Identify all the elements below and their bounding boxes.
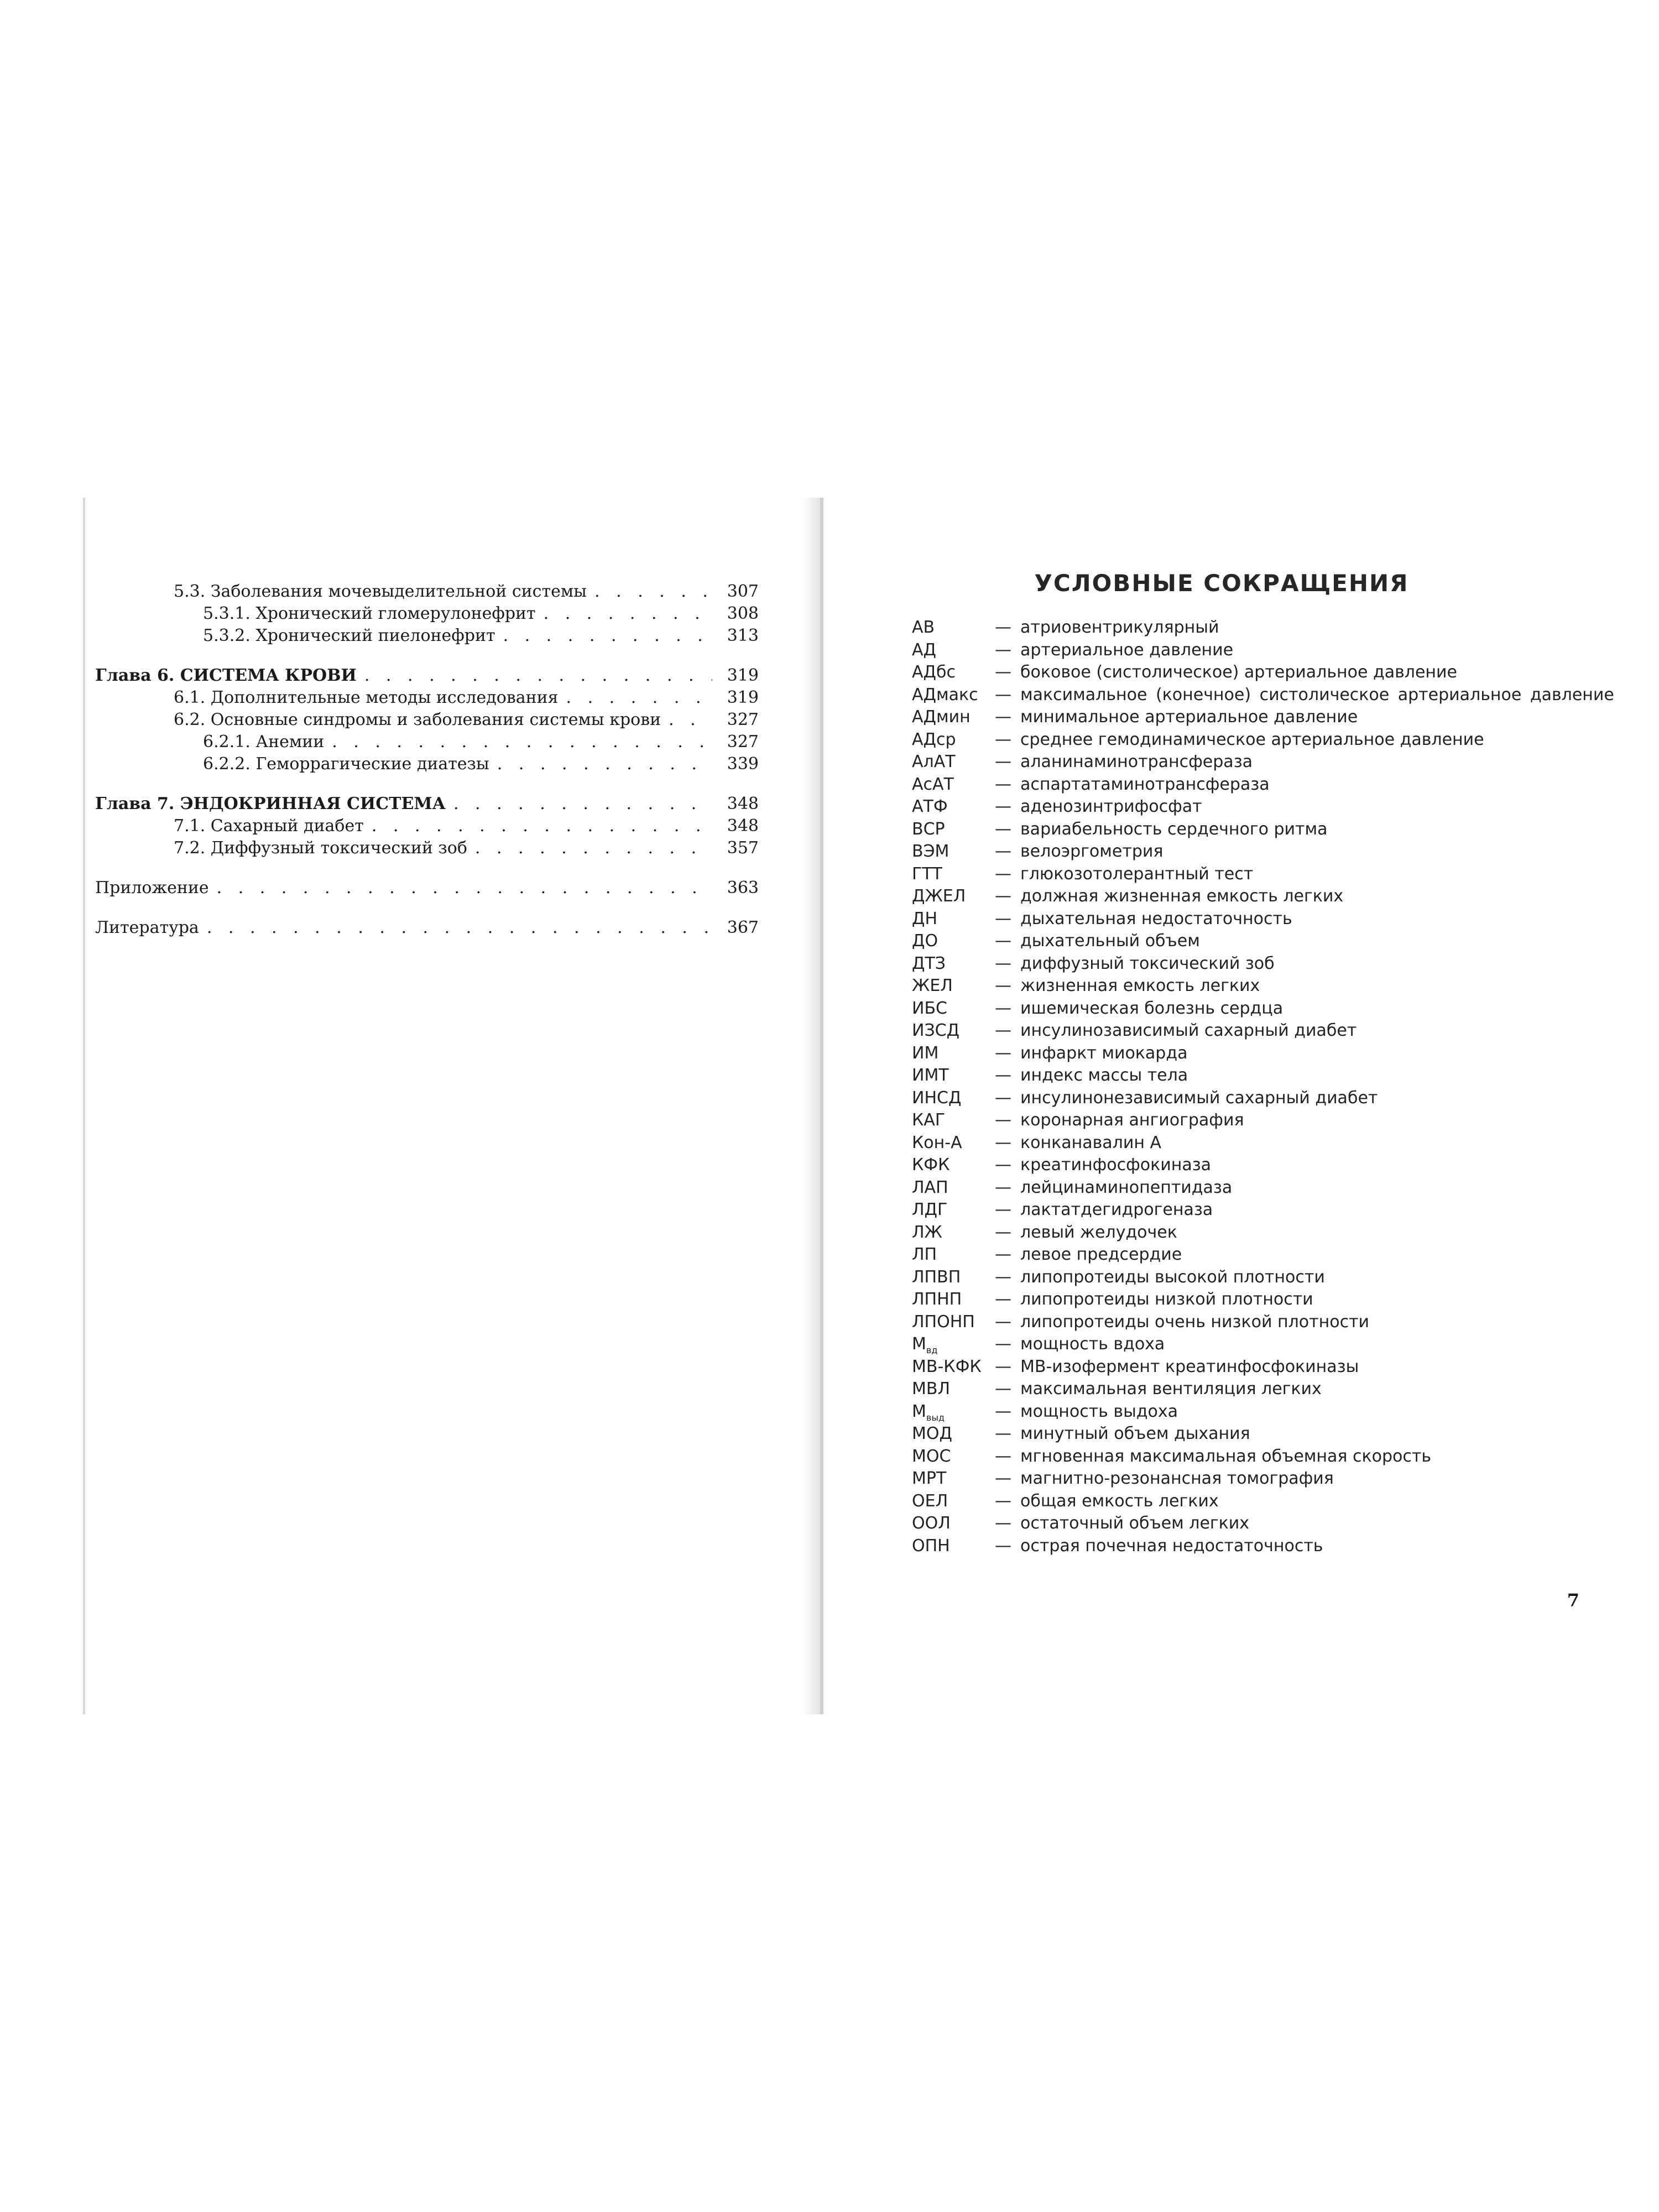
abbreviation-term: ВЭМ [912, 842, 950, 861]
abbreviation-term: ИБС [912, 998, 947, 1018]
abbreviation-definition: ишемическая болезнь сердца [1020, 998, 1284, 1018]
toc-leader-dots [566, 687, 712, 709]
abbreviation-dash: — [995, 1379, 1011, 1399]
abbreviation-dash: — [995, 1334, 1011, 1354]
toc-entry-title: Приложение [95, 878, 209, 898]
abbreviation-row [912, 1356, 1609, 1379]
toc-entry-title: 6.1. Дополнительные методы исследования [174, 688, 559, 707]
abbreviation-row [912, 1177, 1609, 1199]
abbreviation-definition: липопротеиды низкой плотности [1020, 1290, 1313, 1309]
toc-entry [95, 665, 759, 687]
toc-entry [95, 815, 759, 837]
abbreviation-dash: — [995, 1088, 1011, 1108]
book-gutter [802, 498, 820, 1714]
abbreviation-term: ИМ [912, 1043, 939, 1063]
abbreviation-term: КФК [912, 1155, 950, 1175]
abbreviation-row [912, 1266, 1609, 1289]
abbreviation-definition: артериальное давление [1020, 640, 1234, 660]
toc-entry [95, 917, 759, 939]
toc-entry-page: 357 [727, 838, 759, 858]
abbreviation-definition: жизненная емкость легких [1020, 976, 1260, 995]
toc-entry-title: 7.2. Диффузный токсический зоб [174, 838, 467, 858]
toc-leader-dots [372, 815, 712, 837]
abbreviation-definition: диффузный токсический зоб [1020, 953, 1275, 973]
abbreviation-term: ЛПВП [912, 1267, 961, 1287]
abbreviation-definition: аланинаминотрансфераза [1020, 752, 1253, 771]
abbreviation-definition: остаточный объем легких [1020, 1514, 1250, 1533]
abbreviation-dash: — [995, 886, 1011, 906]
abbreviation-row [912, 908, 1609, 931]
abbreviation-term: ДЖЕЛ [912, 886, 966, 906]
abbreviation-definition: атриовентрикулярный [1020, 618, 1219, 637]
abbreviation-row [912, 661, 1609, 684]
abbreviation-term: АДср [912, 729, 956, 749]
abbreviation-dash: — [995, 752, 1011, 771]
abbreviation-term: МОС [912, 1446, 951, 1466]
abbreviation-row [912, 1288, 1609, 1311]
abbreviation-row [912, 1199, 1609, 1222]
page-number: 7 [1567, 1590, 1579, 1611]
abbreviation-term: АВ [912, 618, 935, 637]
right-page [820, 498, 1659, 1714]
abbreviation-definition: велоэргометрия [1020, 842, 1164, 861]
toc-entry-page: 339 [727, 754, 759, 774]
abbreviation-row [912, 885, 1609, 908]
abbreviation-row [912, 1535, 1609, 1558]
abbreviation-dash: — [995, 640, 1011, 660]
abbreviation-definition: аденозинтрифосфат [1020, 797, 1202, 816]
abbreviation-term: АТФ [912, 797, 948, 816]
abbreviation-row [912, 751, 1609, 774]
abbreviation-term: ЖЕЛ [912, 976, 953, 995]
abbreviation-definition: мощность вдоха [1020, 1334, 1165, 1354]
abbreviation-term: ЛАП [912, 1177, 948, 1197]
abbreviation-definition: максимальная вентиляция легких [1020, 1379, 1322, 1399]
toc-entry [95, 581, 759, 603]
abbreviation-dash: — [995, 729, 1011, 749]
abbreviation-definition: лейцинаминопептидаза [1020, 1177, 1233, 1197]
toc-entry-page: 313 [727, 626, 759, 645]
abbreviation-row [912, 1446, 1609, 1468]
abbreviation-definition: должная жизненная емкость легких [1020, 886, 1344, 906]
left-page [83, 498, 804, 1714]
abbreviation-dash: — [995, 797, 1011, 816]
abbreviation-row [912, 1468, 1609, 1490]
abbreviations-title: УСЛОВНЫЕ СОКРАЩЕНИЯ [1034, 570, 1409, 597]
abbreviation-dash: — [995, 774, 1011, 794]
abbreviation-definition: инсулинозависимый сахарный диабет [1020, 1021, 1357, 1040]
toc-entry-title: 5.3.1. Хронический гломерулонефрит [203, 604, 536, 623]
abbreviation-dash: — [995, 909, 1011, 928]
abbreviation-definition: мгновенная максимальная объемная скорость [1020, 1446, 1432, 1466]
toc-entry-title: Литература [95, 918, 199, 937]
abbreviation-dash: — [995, 1491, 1011, 1511]
abbreviation-dash: — [995, 864, 1011, 884]
abbreviation-dash: — [995, 1536, 1011, 1556]
abbreviation-dash: — [995, 662, 1011, 682]
abbreviation-row [912, 863, 1609, 886]
abbreviation-row [912, 1065, 1609, 1087]
toc-entry-title: 5.3. Заболевания мочевыделительной системы [174, 582, 587, 601]
abbreviation-row [912, 1222, 1609, 1244]
abbreviation-term: МВЛ [912, 1379, 951, 1399]
toc-entry-title: 6.2.2. Геморрагические диатезы [203, 754, 489, 774]
toc-leader-dots [594, 581, 712, 603]
abbreviation-term: ЛПОНП [912, 1312, 975, 1332]
abbreviation-definition: боковое (систолическое) артериальное давление [1020, 662, 1458, 682]
toc-entry-title: Глава 7. ЭНДОКРИННАЯ СИСТЕМА [95, 794, 446, 813]
abbreviation-dash: — [995, 842, 1011, 861]
toc-entry [95, 877, 759, 899]
abbreviation-term: МОД [912, 1424, 952, 1443]
abbreviation-row [912, 796, 1609, 818]
abbreviation-row [912, 706, 1609, 729]
abbreviation-term: КАГ [912, 1110, 946, 1130]
abbreviation-definition: липопротеиды высокой плотности [1020, 1267, 1325, 1287]
toc-entry-page: 319 [727, 688, 759, 707]
toc-entry-page: 348 [727, 816, 759, 836]
abbreviation-row [912, 1401, 1609, 1423]
toc-entry [95, 709, 759, 731]
toc-entry-page: 319 [727, 666, 759, 685]
abbreviation-definition: конканавалин А [1020, 1133, 1161, 1152]
abbreviation-dash: — [995, 1245, 1011, 1264]
abbreviation-term: Кон-А [912, 1133, 962, 1152]
abbreviation-subscript: выд [926, 1412, 945, 1423]
toc-entry-title: 7.1. Сахарный диабет [174, 816, 364, 836]
abbreviation-row [912, 1109, 1609, 1132]
abbreviation-term: $М_{вд}$ [912, 1334, 938, 1355]
toc-leader-dots [364, 665, 712, 687]
abbreviation-definition: магнитно-резонансная томография [1020, 1469, 1334, 1488]
abbreviation-dash: — [995, 819, 1011, 839]
toc-leader-dots [475, 837, 712, 859]
abbreviation-row [912, 1311, 1609, 1334]
abbreviation-dash: — [995, 998, 1011, 1018]
abbreviation-dash: — [995, 1222, 1011, 1242]
abbreviation-dash: — [995, 931, 1011, 951]
toc-entry [95, 603, 759, 625]
abbreviation-term: ЛП [912, 1245, 937, 1264]
abbreviation-definition: вариабельность сердечного ритма [1020, 819, 1328, 839]
abbreviation-dash: — [995, 1200, 1011, 1219]
toc-entry-page: 327 [727, 710, 759, 729]
toc-entry [95, 731, 759, 753]
toc-entry-title: 6.2. Основные синдромы и заболевания системы крови [174, 710, 661, 729]
toc-entry-page: 363 [727, 878, 759, 898]
abbreviation-dash: — [995, 685, 1011, 705]
abbreviation-row [912, 1490, 1609, 1513]
abbreviation-row [912, 617, 1609, 639]
abbreviation-term: ЛПНП [912, 1290, 962, 1309]
abbreviation-definition: левое предсердие [1020, 1245, 1182, 1264]
toc-leader-dots [669, 709, 712, 731]
abbreviation-term: АДбс [912, 662, 956, 682]
toc-leader-dots [544, 603, 712, 625]
abbreviation-term: ВСР [912, 819, 945, 839]
abbreviation-term: МРТ [912, 1469, 947, 1488]
abbreviation-dash: — [995, 953, 1011, 973]
toc-entry-page: 327 [727, 732, 759, 752]
abbreviation-row [912, 1512, 1609, 1535]
abbreviation-dash: — [995, 1290, 1011, 1309]
toc-entry-title: 6.2.1. Анемии [203, 732, 325, 752]
abbreviation-definition: минутный объем дыхания [1020, 1424, 1250, 1443]
abbreviation-dash: — [995, 1401, 1011, 1421]
abbreviation-definition: коронарная ангиография [1020, 1110, 1244, 1130]
abbreviation-definition: мощность выдоха [1020, 1401, 1178, 1421]
abbreviation-row [912, 1087, 1609, 1110]
abbreviation-row [912, 1020, 1609, 1042]
abbreviation-term: ОЕЛ [912, 1491, 948, 1511]
abbreviation-term: ДН [912, 909, 937, 928]
abbreviation-dash: — [995, 1066, 1011, 1085]
toc-leader-dots [332, 731, 712, 753]
toc-entry-page: 348 [727, 794, 759, 813]
abbreviation-row [912, 639, 1609, 662]
abbreviation-definition: минимальное артериальное давление [1020, 707, 1358, 727]
abbreviation-dash: — [995, 1514, 1011, 1533]
abbreviation-row [912, 930, 1609, 953]
abbreviation-dash: — [995, 1469, 1011, 1488]
abbreviation-dash: — [995, 1133, 1011, 1152]
abbreviation-subscript: вд [926, 1345, 938, 1355]
toc-entry [95, 753, 759, 775]
toc-leader-dots [453, 793, 712, 815]
toc-leader-dots [497, 753, 712, 775]
abbreviation-row [912, 975, 1609, 998]
toc-entry-page: 308 [727, 604, 759, 623]
abbreviation-dash: — [995, 707, 1011, 727]
toc-leader-dots [217, 877, 712, 899]
abbreviation-row [912, 1042, 1609, 1065]
abbreviation-term: ИЗСД [912, 1021, 960, 1040]
abbreviation-row [912, 729, 1609, 752]
abbreviation-term: АлАТ [912, 752, 956, 771]
abbreviation-term: АД [912, 640, 936, 660]
abbreviation-definition: общая емкость легких [1020, 1491, 1219, 1511]
abbreviation-row [912, 953, 1609, 975]
abbreviation-dash: — [995, 1043, 1011, 1063]
abbreviation-row [912, 1244, 1609, 1266]
abbreviation-definition: левый желудочек [1020, 1222, 1177, 1242]
abbreviation-definition: максимальное (конечное) систолическое артериальное давление [1020, 685, 1614, 705]
abbreviation-term: $М_{выд}$ [912, 1401, 945, 1423]
abbreviation-row [912, 774, 1609, 796]
abbreviation-row [912, 1333, 1609, 1356]
abbreviation-definition: глюкозотолерантный тест [1020, 864, 1254, 884]
toc-entry-page: 307 [727, 582, 759, 601]
abbreviation-definition: инсулинонезависимый сахарный диабет [1020, 1088, 1378, 1108]
abbreviation-definition: острая почечная недостаточность [1020, 1536, 1323, 1556]
abbreviation-row [912, 1378, 1609, 1401]
toc-entry [95, 625, 759, 647]
abbreviation-definition: МВ-изофермент креатинфосфокиназы [1020, 1357, 1359, 1376]
toc-entry [95, 837, 759, 859]
abbreviation-term: АДмин [912, 707, 971, 727]
abbreviation-dash: — [995, 1424, 1011, 1443]
toc-entry [95, 687, 759, 709]
abbreviation-dash: — [995, 1021, 1011, 1040]
toc-entry-title: 5.3.2. Хронический пиелонефрит [203, 626, 495, 645]
abbreviation-definition: среднее гемодинамическое артериальное давление [1020, 729, 1484, 749]
abbreviation-row [912, 1423, 1609, 1446]
abbreviation-dash: — [995, 1177, 1011, 1197]
abbreviation-term: ИНСД [912, 1088, 962, 1108]
abbreviation-definition: креатинфосфокиназа [1020, 1155, 1212, 1175]
abbreviation-dash: — [995, 1155, 1011, 1175]
abbreviation-definition: дыхательный объем [1020, 931, 1200, 951]
toc-entry-title: Глава 6. СИСТЕМА КРОВИ [95, 666, 357, 685]
abbreviation-term: ОПН [912, 1536, 950, 1556]
abbreviation-dash: — [995, 1312, 1011, 1332]
abbreviation-definition: индекс массы тела [1020, 1066, 1188, 1085]
abbreviation-dash: — [995, 1446, 1011, 1466]
abbreviation-dash: — [995, 1110, 1011, 1130]
abbreviation-dash: — [995, 618, 1011, 637]
abbreviation-row [912, 1132, 1609, 1155]
abbreviation-definition: инфаркт миокарда [1020, 1043, 1188, 1063]
abbreviations-list [912, 617, 1614, 1557]
abbreviation-definition: аспартатаминотрансфераза [1020, 774, 1270, 794]
abbreviation-row [912, 1154, 1609, 1177]
toc-leader-dots [503, 625, 712, 647]
abbreviation-term: МВ-КФК [912, 1357, 982, 1376]
abbreviation-term: АДмакс [912, 685, 978, 705]
table-of-contents [95, 581, 759, 939]
toc-entry [95, 793, 759, 815]
abbreviation-definition: дыхательная недостаточность [1020, 909, 1292, 928]
abbreviation-row [912, 841, 1609, 863]
abbreviation-dash: — [995, 1267, 1011, 1287]
abbreviation-term: ДТЗ [912, 953, 946, 973]
abbreviation-term: ИМТ [912, 1066, 949, 1085]
abbreviation-term: ЛДГ [912, 1200, 948, 1219]
abbreviation-definition: лактатдегидрогеназа [1020, 1200, 1213, 1219]
abbreviation-term: ДО [912, 931, 938, 951]
abbreviation-definition: липопротеиды очень низкой плотности [1020, 1312, 1370, 1332]
abbreviation-term: АсАТ [912, 774, 954, 794]
toc-entry-page: 367 [727, 918, 759, 937]
abbreviation-term: ЛЖ [912, 1222, 942, 1242]
toc-leader-dots [207, 917, 712, 939]
abbreviation-row [912, 818, 1609, 841]
abbreviation-term: ООЛ [912, 1514, 951, 1533]
abbreviation-dash: — [995, 976, 1011, 995]
abbreviation-row [912, 684, 1614, 707]
abbreviation-dash: — [995, 1357, 1011, 1376]
abbreviation-term: ГТТ [912, 864, 942, 884]
abbreviation-row [912, 998, 1609, 1020]
